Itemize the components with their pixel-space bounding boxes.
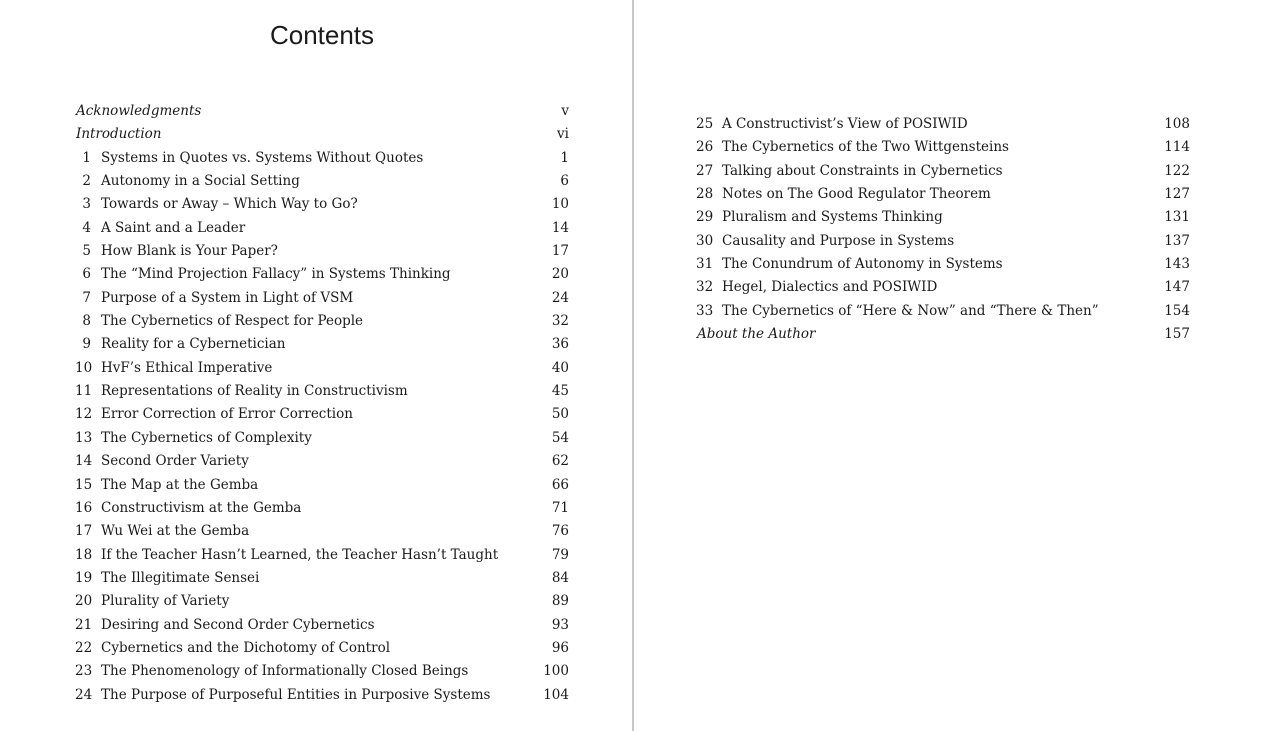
page-number: 32	[551, 313, 569, 330]
toc-entry[interactable]	[75, 497, 569, 520]
entry-title: Causality and Purpose in Systems	[722, 232, 955, 249]
toc-front-entry[interactable]	[75, 100, 569, 123]
toc-entry[interactable]	[75, 567, 569, 590]
entry-title: Hegel, Dialectics and POSIWID	[722, 279, 938, 296]
page-number: 6	[560, 173, 569, 190]
chapter-number: 6	[82, 266, 91, 283]
chapter-number: 5	[82, 243, 91, 260]
entry-title: Representations of Reality in Constructivism	[101, 383, 408, 400]
chapter-number: 31	[696, 256, 714, 273]
chapter-number: 27	[696, 162, 714, 179]
chapter-number: 1	[82, 149, 91, 166]
chapter-number: 18	[75, 546, 93, 563]
chapter-number: 29	[696, 209, 714, 226]
chapter-number: 4	[82, 219, 91, 236]
chapter-number: 28	[696, 186, 714, 203]
toc-entry[interactable]	[75, 684, 569, 707]
entry-title: Purpose of a System in Light of VSM	[101, 289, 354, 306]
entry-title: Second Order Variety	[101, 453, 249, 470]
entry-title: Cybernetics and the Dichotomy of Control	[101, 639, 391, 656]
page-title: Contents	[269, 20, 375, 50]
chapter-number: 23	[75, 663, 93, 680]
entry-title: Introduction	[76, 126, 162, 143]
entry-title: The Cybernetics of the Two Wittgensteins	[722, 139, 1009, 156]
entry-title: Wu Wei at the Gemba	[101, 523, 250, 540]
entry-title: The Cybernetics of Respect for People	[101, 313, 364, 330]
chapter-number: 7	[82, 289, 91, 306]
toc-list-right	[696, 113, 1190, 346]
toc-entry[interactable]	[75, 287, 569, 310]
toc-entry[interactable]	[75, 217, 569, 240]
chapter-number: 11	[75, 383, 93, 400]
entry-title: Towards or Away – Which Way to Go?	[101, 196, 358, 213]
page-number: 17	[551, 243, 569, 260]
page-number: 10	[551, 196, 569, 213]
page-number: vi	[557, 126, 569, 143]
page-number: 143	[1164, 256, 1190, 273]
page-number: 137	[1164, 232, 1190, 249]
toc-entry[interactable]	[75, 544, 569, 567]
chapter-number: 32	[696, 279, 714, 296]
chapter-number: 21	[75, 616, 93, 633]
entry-title: The Illegitimate Sensei	[101, 569, 260, 586]
chapter-number: 9	[82, 336, 91, 353]
chapter-number: 20	[75, 593, 93, 610]
page-number: 127	[1164, 186, 1190, 203]
entry-title: Talking about Constraints in Cybernetics	[722, 162, 1003, 179]
chapter-number: 12	[75, 406, 93, 423]
toc-front-entry[interactable]	[696, 323, 1190, 346]
page-number: 89	[551, 593, 569, 610]
toc-entry[interactable]	[75, 263, 569, 286]
page-number: 131	[1164, 209, 1190, 226]
page-number: 54	[551, 429, 569, 446]
entry-title: Plurality of Variety	[101, 593, 230, 610]
page-number: 79	[551, 546, 569, 563]
toc-front-entry[interactable]	[75, 123, 569, 146]
page-number: 1	[560, 149, 569, 166]
entry-title: A Constructivist’s View of POSIWID	[722, 116, 968, 132]
page-number: 66	[551, 476, 569, 493]
toc-entry[interactable]	[75, 403, 569, 426]
entry-title: The Cybernetics of “Here & Now” and “There & Then”	[722, 302, 1099, 319]
entry-title: Error Correction of Error Correction	[101, 406, 353, 423]
entry-title: Desiring and Second Order Cybernetics	[101, 616, 375, 633]
page-number: 122	[1164, 162, 1190, 179]
toc-entry[interactable]	[75, 590, 569, 613]
chapter-number: 8	[82, 313, 91, 330]
toc-entry[interactable]	[696, 276, 1190, 299]
page-number: 40	[551, 359, 569, 376]
chapter-number: 25	[696, 116, 714, 132]
toc-entry[interactable]	[75, 240, 569, 263]
toc-entry[interactable]	[696, 206, 1190, 229]
entry-title: The “Mind Projection Fallacy” in Systems Thinking	[101, 266, 451, 283]
entry-title: The Cybernetics of Complexity	[101, 429, 312, 446]
page-number: 93	[551, 616, 569, 633]
entry-title: If the Teacher Hasn’t Learned, the Teacher Hasn’t Taught	[101, 546, 499, 563]
chapter-number: 24	[75, 686, 93, 703]
page-number: 76	[551, 523, 569, 540]
page-number: 62	[551, 453, 569, 470]
chapter-number: 22	[75, 639, 93, 656]
toc-entry[interactable]	[75, 380, 569, 403]
chapter-number: 14	[75, 453, 93, 470]
toc-list-left	[75, 100, 569, 707]
entry-title: About the Author	[697, 326, 816, 343]
page-number: 24	[551, 289, 569, 306]
entry-title: Acknowledgments	[76, 103, 202, 119]
chapter-number: 17	[75, 523, 93, 540]
page-number: 108	[1164, 116, 1190, 132]
page-number: 50	[551, 406, 569, 423]
toc-entry[interactable]	[75, 147, 569, 170]
toc-entry[interactable]	[696, 113, 1190, 136]
page-number: 104	[543, 686, 569, 703]
chapter-number: 19	[75, 569, 93, 586]
page-number: 84	[551, 569, 569, 586]
right-page	[634, 0, 1264, 731]
chapter-number: 10	[75, 359, 93, 376]
toc-entry[interactable]	[696, 160, 1190, 183]
page-number: 154	[1164, 302, 1190, 319]
toc-entry[interactable]	[696, 183, 1190, 206]
chapter-number: 3	[82, 196, 91, 213]
page-number: 96	[551, 639, 569, 656]
toc-entry[interactable]	[75, 427, 569, 450]
chapter-number: 33	[696, 302, 714, 319]
entry-title: How Blank is Your Paper?	[101, 243, 278, 260]
chapter-number: 16	[75, 499, 93, 516]
page-number: v	[561, 103, 569, 119]
toc-entry[interactable]	[696, 136, 1190, 159]
entry-title: HvF’s Ethical Imperative	[101, 359, 273, 376]
entry-title: Systems in Quotes vs. Systems Without Quotes	[101, 149, 424, 166]
page-number: 71	[551, 499, 569, 516]
toc-entry[interactable]	[75, 614, 569, 637]
toc-entry[interactable]	[75, 660, 569, 683]
toc-entry[interactable]	[75, 310, 569, 333]
entry-title: The Conundrum of Autonomy in Systems	[722, 256, 1003, 273]
toc-entry[interactable]	[75, 357, 569, 380]
page-number: 45	[551, 383, 569, 400]
page-number: 147	[1164, 279, 1190, 296]
entry-title: The Purpose of Purposeful Entities in Purposive Systems	[101, 686, 491, 703]
toc-entry[interactable]	[696, 230, 1190, 253]
chapter-number: 30	[696, 232, 714, 249]
entry-title: The Phenomenology of Informationally Closed Beings	[101, 663, 469, 680]
page-number: 36	[551, 336, 569, 353]
entry-title: Notes on The Good Regulator Theorem	[722, 186, 991, 203]
toc-entry[interactable]	[75, 450, 569, 473]
chapter-number: 13	[75, 429, 93, 446]
page-number: 114	[1164, 139, 1190, 156]
entry-title: The Map at the Gemba	[101, 476, 259, 493]
page-number: 157	[1164, 326, 1190, 343]
toc-entry[interactable]	[75, 170, 569, 193]
page-number: 100	[543, 663, 569, 680]
toc-entry[interactable]	[75, 637, 569, 660]
entry-title: Constructivism at the Gemba	[101, 499, 302, 516]
toc-entry[interactable]	[696, 253, 1190, 276]
entry-title: Pluralism and Systems Thinking	[722, 209, 943, 226]
toc-entry[interactable]	[696, 300, 1190, 323]
entry-title: Autonomy in a Social Setting	[101, 173, 300, 190]
entry-title: Reality for a Cybernetician	[101, 336, 286, 353]
toc-entry[interactable]	[75, 193, 569, 216]
toc-entry[interactable]	[75, 474, 569, 497]
page-number: 20	[551, 266, 569, 283]
toc-entry[interactable]	[75, 520, 569, 543]
toc-entry[interactable]	[75, 333, 569, 356]
entry-title: A Saint and a Leader	[101, 219, 246, 236]
chapter-number: 2	[82, 173, 91, 190]
chapter-number: 26	[696, 139, 714, 156]
chapter-number: 15	[75, 476, 93, 493]
page-number: 14	[551, 219, 569, 236]
